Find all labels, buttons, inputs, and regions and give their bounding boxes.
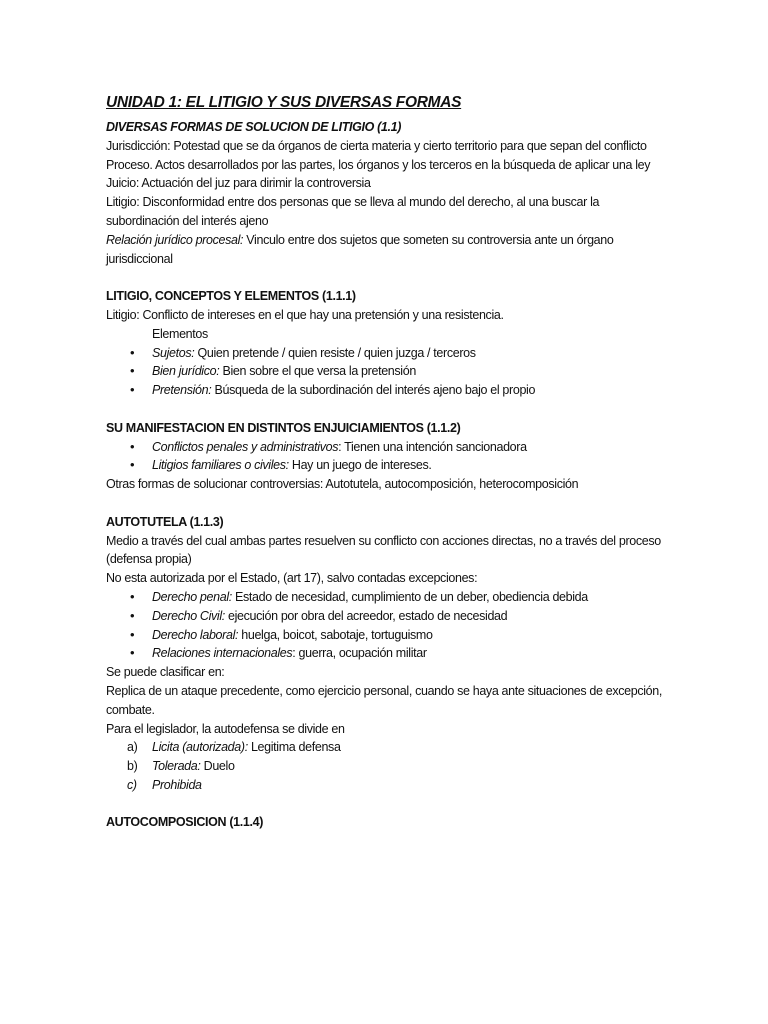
lettered-list bbox=[106, 738, 666, 794]
list-item bbox=[106, 588, 666, 607]
list-item bbox=[106, 738, 666, 757]
list-marker: b) bbox=[127, 759, 138, 774]
document-page bbox=[106, 92, 666, 832]
definition: ejecución por obra del acreedor, estado de necesidad bbox=[224, 608, 508, 623]
definition: Bien sobre el que versa la pretensión bbox=[219, 364, 416, 379]
list-item bbox=[106, 344, 666, 363]
page-title: UNIDAD 1: EL LITIGIO Y SUS DIVERSAS FORMAS bbox=[106, 94, 462, 111]
definition: Quien pretende / quien resiste / quien juzga / terceros bbox=[194, 345, 476, 360]
term: Tolerada: bbox=[152, 759, 201, 774]
list-item bbox=[106, 757, 666, 776]
list-item bbox=[106, 607, 666, 626]
paragraph: Litigio: Conflicto de intereses en el que hay una pretensión y una resistencia. bbox=[106, 307, 504, 322]
list-item bbox=[106, 381, 666, 400]
definition: Hay un juego de intereses. bbox=[288, 458, 432, 473]
definition: Legitima defensa bbox=[247, 740, 341, 755]
bullet-list bbox=[106, 588, 666, 663]
list-item bbox=[106, 362, 666, 381]
bullet-list bbox=[106, 438, 666, 476]
definition: Vinculo entre dos sujetos que someten su controversia ante un órgano jurisdiccional bbox=[106, 232, 614, 266]
definition: : guerra, ocupación militar bbox=[292, 646, 427, 661]
list-marker: a) bbox=[127, 740, 138, 755]
term: Litigios familiares o civiles: bbox=[152, 458, 289, 473]
term: Licita (autorizada): bbox=[152, 740, 248, 755]
paragraph: No esta autorizada por el Estado, (art 17), salvo contadas excepciones: bbox=[106, 571, 478, 586]
section-heading: DIVERSAS FORMAS DE SOLUCION DE LITIGIO (1.1) bbox=[106, 120, 402, 134]
paragraph: Medio a través del cual ambas partes resuelven su conflicto con acciones directas, no a través del proceso (defensa propia) bbox=[106, 533, 661, 567]
section-heading: SU MANIFESTACION EN DISTINTOS ENJUICIAMIENTOS (1.1.2) bbox=[106, 420, 461, 435]
term: Derecho laboral: bbox=[152, 627, 239, 642]
section-heading: LITIGIO, CONCEPTOS Y ELEMENTOS (1.1.1) bbox=[106, 289, 356, 304]
paragraph bbox=[106, 231, 666, 269]
term: Derecho penal: bbox=[152, 589, 232, 604]
definition: Estado de necesidad, cumplimiento de un deber, obediencia debida bbox=[231, 589, 588, 604]
paragraph: Juicio: Actuación del juz para dirimir la controversia bbox=[106, 176, 371, 191]
term: Pretensión: bbox=[152, 383, 212, 398]
section-heading: AUTOCOMPOSICION (1.1.4) bbox=[106, 815, 264, 830]
subheading: Elementos bbox=[152, 326, 208, 341]
section-heading: AUTOTUTELA (1.1.3) bbox=[106, 514, 224, 529]
term: Bien jurídico: bbox=[152, 364, 220, 379]
bullet-list bbox=[106, 344, 666, 400]
term: Relaciones internacionales bbox=[152, 646, 293, 661]
paragraph: Replica de un ataque precedente, como ejercicio personal, cuando se haya ante situaciones de excepción, combate. bbox=[106, 683, 663, 717]
term: Conflictos penales y administrativos bbox=[152, 439, 339, 454]
list-marker: c) bbox=[127, 777, 137, 792]
term: Prohibida bbox=[152, 777, 202, 792]
list-item bbox=[106, 644, 666, 663]
paragraph: Otras formas de solucionar controversias: Autotutela, autocomposición, heterocomposición bbox=[106, 477, 579, 492]
term: Sujetos: bbox=[152, 345, 195, 360]
paragraph: Proceso. Actos desarrollados por las partes, los órganos y los terceros en la búsqueda de aplicar una ley bbox=[106, 157, 651, 172]
paragraph: Jurisdicción: Potestad que se da órganos de cierta materia y cierto territorio para que sepan del conflicto bbox=[106, 138, 647, 153]
list-item bbox=[106, 456, 666, 475]
term: Derecho Civil: bbox=[152, 608, 225, 623]
paragraph: Se puede clasificar en: bbox=[106, 665, 225, 680]
paragraph: Para el legislador, la autodefensa se divide en bbox=[106, 721, 345, 736]
list-item bbox=[106, 776, 666, 795]
definition: huelga, boicot, sabotaje, tortuguismo bbox=[238, 627, 433, 642]
list-item bbox=[106, 438, 666, 457]
definition: Duelo bbox=[200, 759, 235, 774]
definition: : Tienen una intención sancionadora bbox=[338, 439, 527, 454]
paragraph: Litigio: Disconformidad entre dos personas que se lleva al mundo del derecho, al una buscar la subordinación del interés ajeno bbox=[106, 195, 600, 228]
term: Relación jurídico procesal: bbox=[106, 232, 244, 247]
definition: Búsqueda de la subordinación del interés ajeno bajo el propio bbox=[211, 383, 536, 398]
list-item bbox=[106, 626, 666, 645]
